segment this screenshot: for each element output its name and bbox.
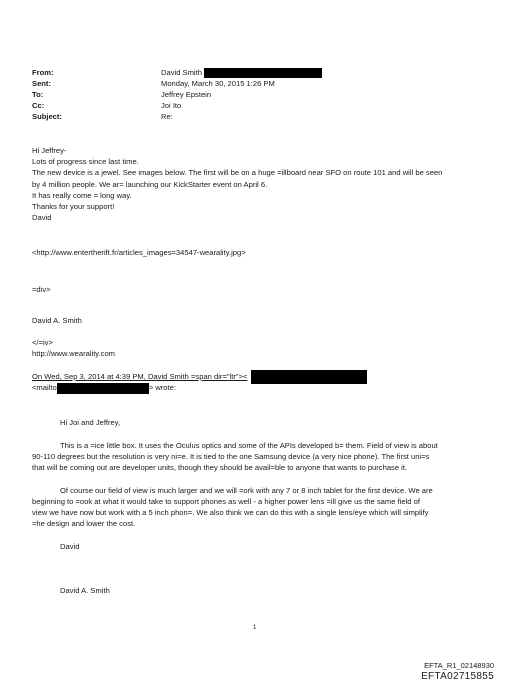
quoted-line: view we have now but work with a 5 inch phon=. We also think we can do this with a single lens/eye which will simplify — [32, 508, 429, 517]
signature-website[interactable]: http://www.wearality.com — [32, 349, 115, 358]
to-label: To: — [32, 90, 44, 99]
image-link[interactable]: <http://www.entertherift.fr/articles_images=34547-wearality.jpg> — [32, 248, 246, 257]
quoted-signature: David A. Smith — [60, 586, 110, 595]
cc-label: Cc: — [32, 101, 45, 110]
page-number: 1 — [253, 625, 257, 631]
quoted-line: 90-110 degrees but the resolution is very ni=e. It is tied to the one Samsung device (a very nice phone). The first uni=s — [32, 452, 430, 461]
quoted-line: beginning to =ook at what it would take to support phones as well - a higher power lens =ill give us the same field of — [32, 497, 420, 506]
subject-label: Subject: — [32, 112, 62, 121]
body-line: by 4 million people. We ar= launching our KickStarter event on April 6. — [32, 180, 268, 189]
bates-stamp-primary: EFTA_R1_02148930 — [424, 661, 494, 670]
quoted-greeting: Hi Joi and Jeffrey, — [60, 418, 121, 427]
from-name: David Smith — [161, 68, 202, 77]
signature-markup: </=iv> — [32, 338, 53, 347]
body-signoff: David — [32, 213, 52, 222]
quoted-line: =he design and lower the cost. — [32, 519, 136, 528]
body-line: Lots of progress since last time. — [32, 157, 139, 166]
redaction-box — [57, 383, 149, 394]
quote-header-text: On Wed, Sep 3, 2014 at 4:39 PM, David Smith =span dir="ltr">< — [32, 372, 248, 381]
redaction-box — [251, 370, 367, 384]
quoted-line: This is a =ice little box. It uses the Oculus optics and some of the APIs developed b= them. Field of view is about — [60, 441, 438, 450]
mailto-text: <mailto — [32, 383, 57, 392]
redaction-box — [204, 68, 322, 78]
signature-name: David A. Smith — [32, 316, 82, 325]
quoted-line: Of course our field of view is much larger and we will =ork with any 7 or 8 inch tablet for the first device. We are — [60, 486, 433, 495]
from-label: From: — [32, 68, 54, 77]
body-greeting: Hi Jeffrey- — [32, 146, 67, 155]
quote-header-line2 — [32, 383, 176, 394]
from-value — [161, 68, 322, 78]
cc-value: Joi Ito — [161, 101, 182, 110]
sent-label: Sent: — [32, 79, 51, 88]
bates-stamp-secondary: EFTA02715855 — [421, 671, 494, 682]
quoted-signoff: David — [60, 542, 80, 551]
body-line: Thanks for your support! — [32, 202, 115, 211]
body-line: The new device is a jewel. See images below. The first will be on a huge =illboard near SFO on route 101 and will be seen — [32, 168, 443, 177]
wrote-text: > wrote: — [148, 383, 176, 392]
body-line: It has really come = long way. — [32, 191, 132, 200]
sent-value: Monday, March 30, 2015 1:26 PM — [161, 79, 275, 88]
quoted-line: that will be coming out are developer units, though they should be avail=ble to anyone that wants to purchase it. — [32, 463, 408, 472]
to-value: Jeffrey Epstein — [161, 90, 212, 99]
subject-value: Re: — [161, 112, 173, 121]
div-markup: =div> — [32, 285, 51, 294]
